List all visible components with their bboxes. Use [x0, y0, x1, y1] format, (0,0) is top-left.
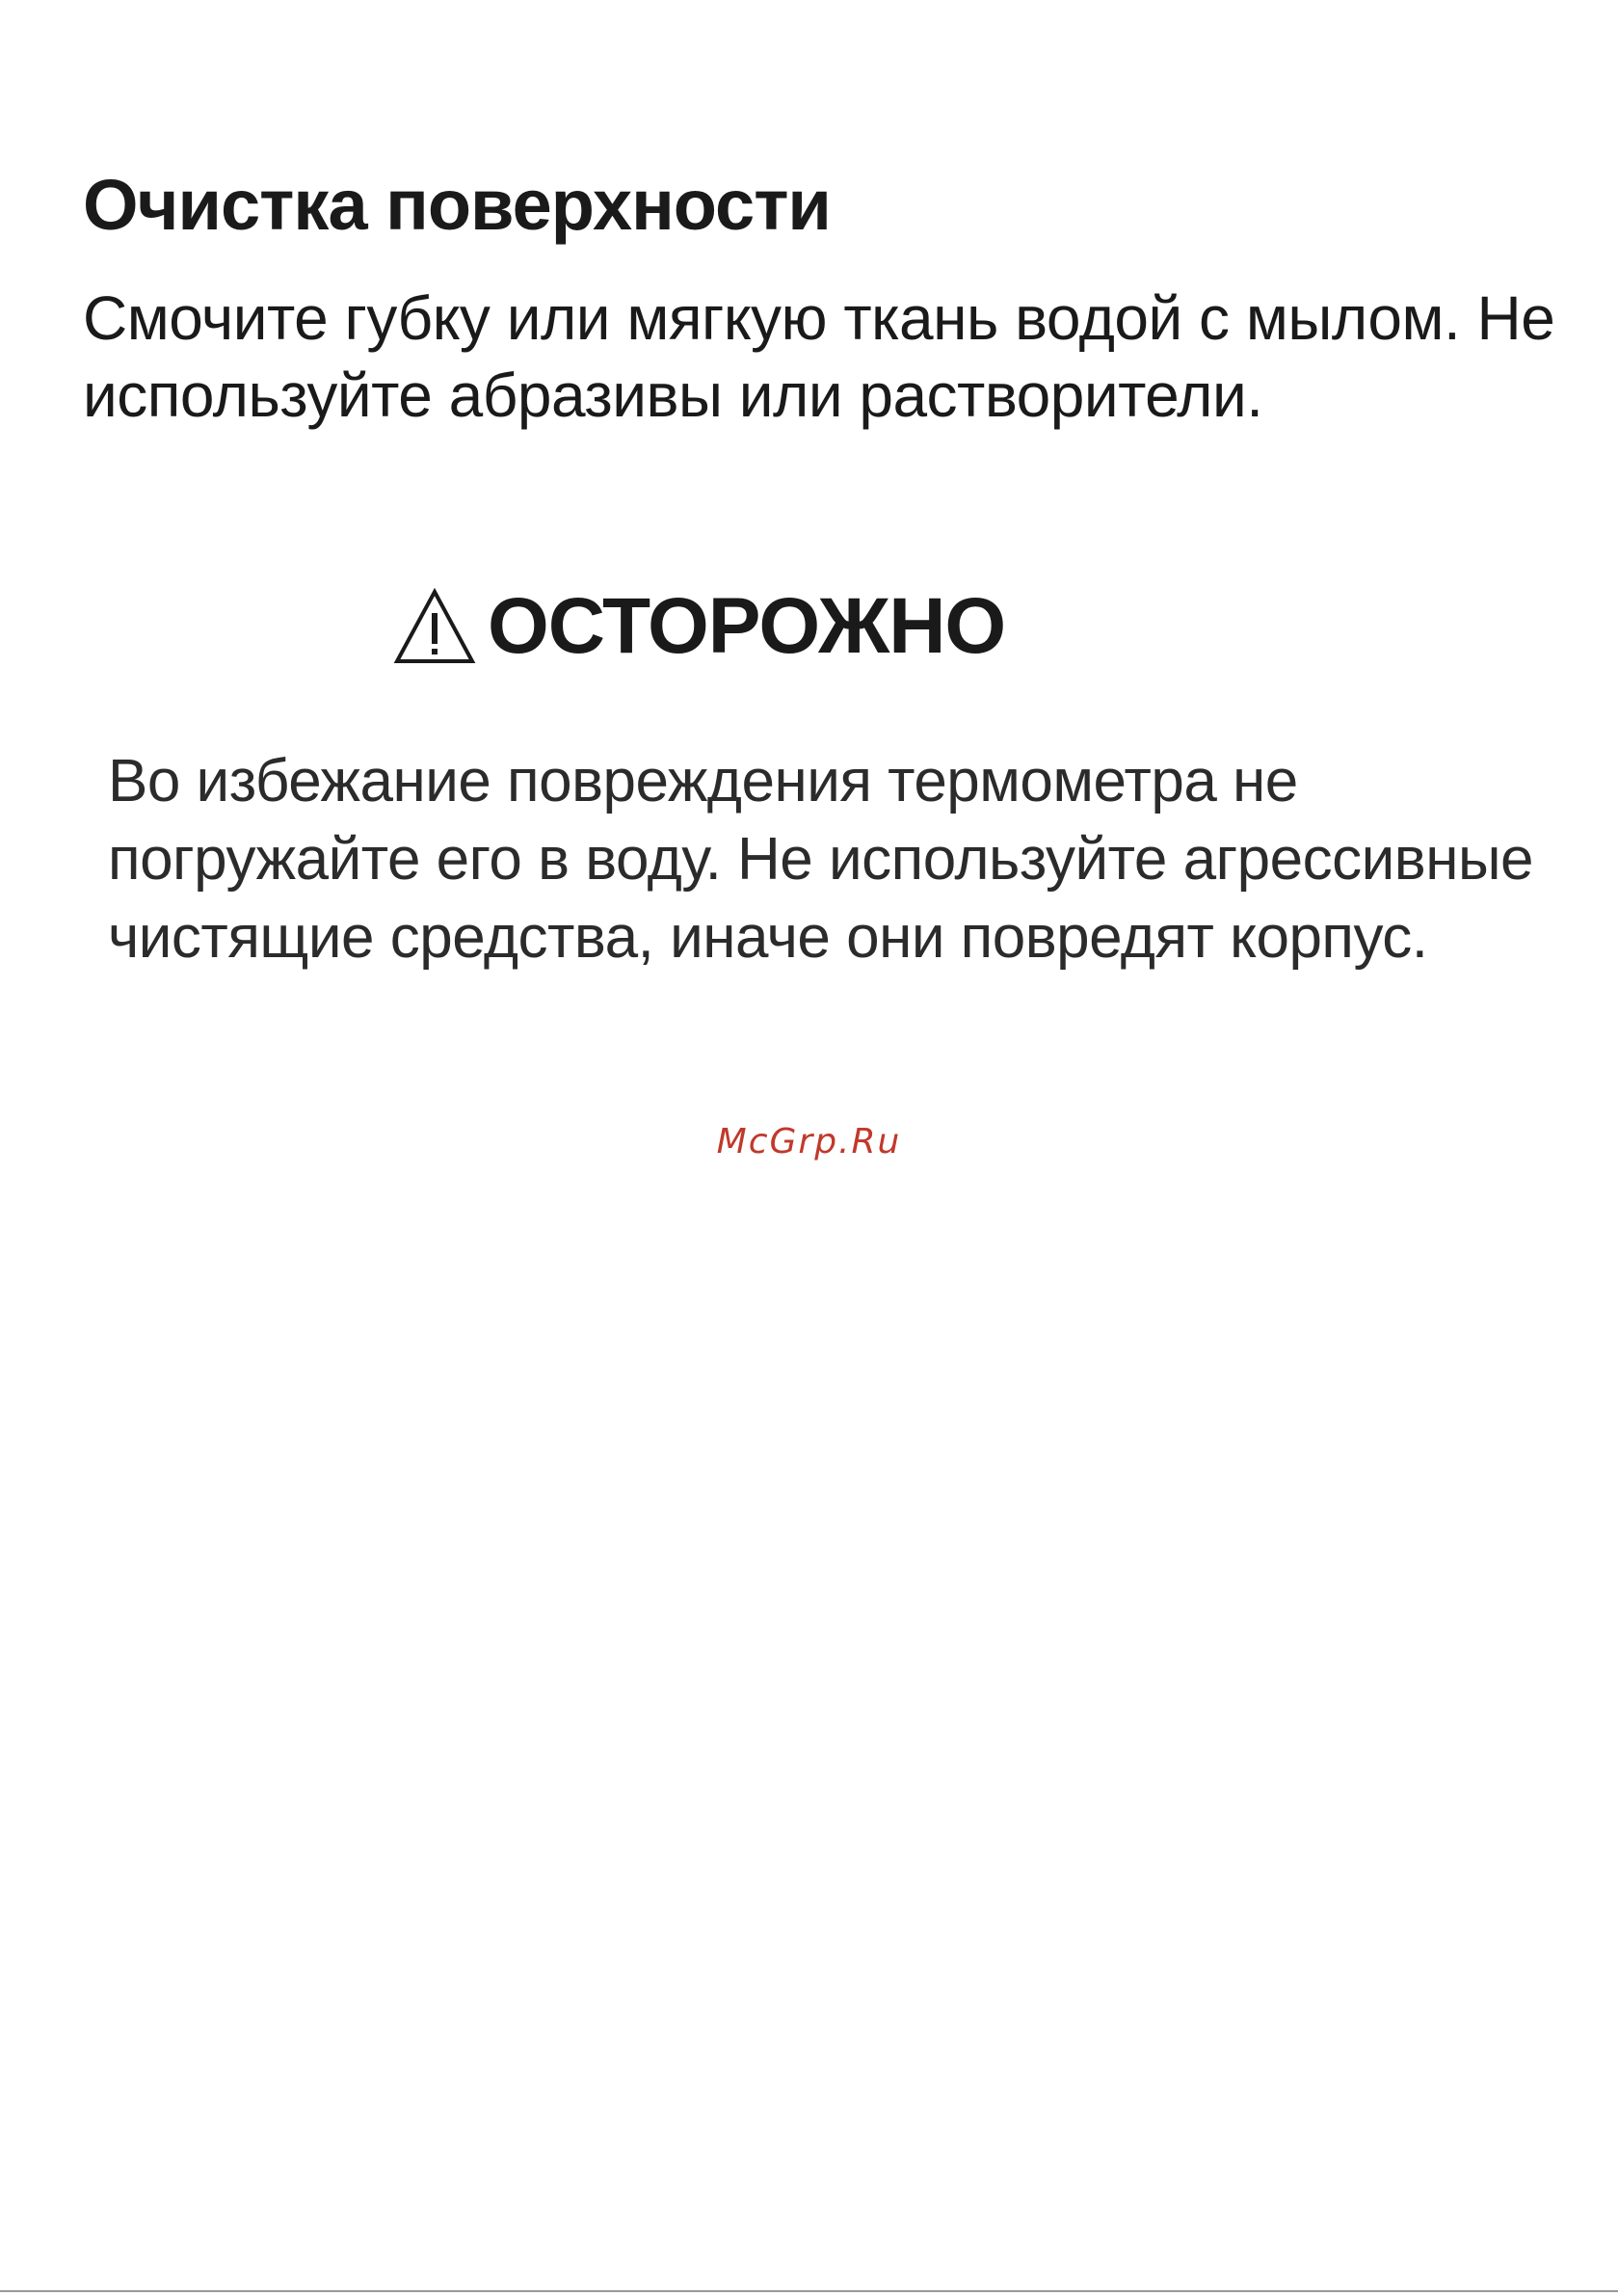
caution-body-line: чистящие средства, иначе они повредят корпус. [108, 904, 1428, 971]
caution-header [393, 578, 1005, 675]
caution-body-line: погружайте его в воду. Не используйте агрессивные [108, 826, 1533, 893]
caution-heading: ОСТОРОЖНО [488, 582, 1006, 670]
caution-body [108, 742, 1592, 976]
section-title: Очистка поверхности [83, 165, 831, 245]
caution-body-line: Во избежание повреждения термометра не [108, 748, 1298, 814]
section-body-line: используйте абразивы или растворители. [83, 360, 1263, 430]
page-bottom-divider [0, 2290, 1618, 2292]
watermark: McGrp.Ru [716, 1122, 902, 1161]
section-body-line: Смочите губку или мягкую ткань водой с мылом. Не [83, 283, 1555, 353]
section-body [83, 280, 1586, 434]
warning-triangle-icon [393, 588, 476, 665]
